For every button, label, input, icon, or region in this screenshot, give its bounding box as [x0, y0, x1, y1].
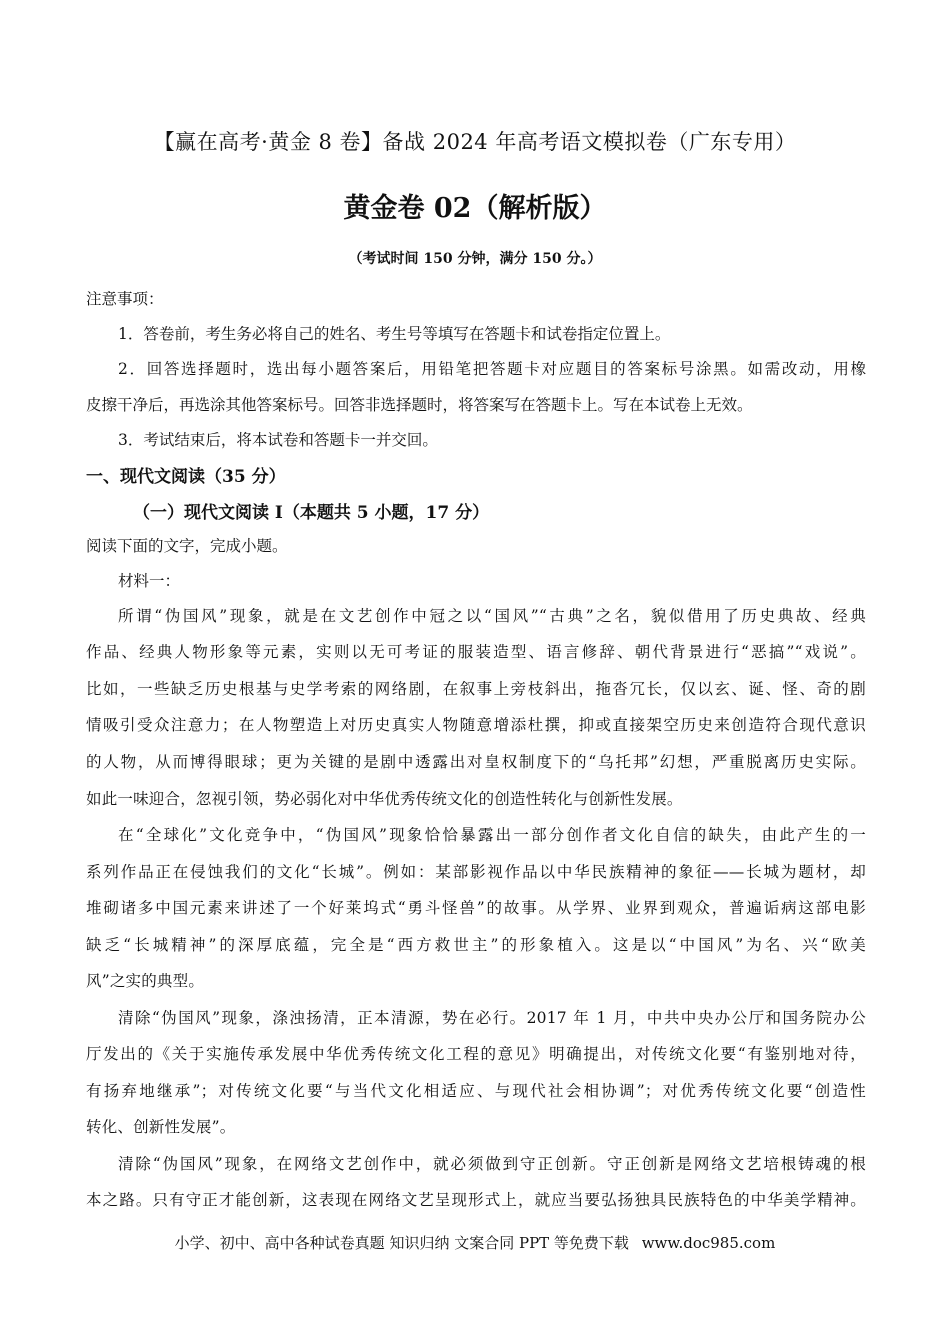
notice-item-1: 1．答卷前，考生务必将自己的姓名、考生号等填写在答题卡和试卷指定位置上。: [118, 325, 671, 343]
reading-instruction: 阅读下面的文字，完成小题。: [86, 537, 288, 555]
paper-title: 黄金卷 02（解析版）: [343, 193, 607, 224]
notice-item-3: 3．考试结束后，将本试卷和答题卡一并交回。: [118, 431, 438, 449]
section-heading: 一、现代文阅读（35 分）: [86, 467, 286, 487]
passage-line: 清除“伪国风”现象，涤浊扬清，正本清源，势在必行。2017 年 1 月，中共中央办公厅和国务院办公: [118, 1009, 866, 1027]
notice-heading: 注意事项：: [86, 290, 164, 308]
notice-item-2-line-2: 皮擦干净后，再选涂其他答案标号。回答非选择题时，将答案写在答题卡上。写在本试卷上无效。: [86, 396, 753, 414]
passage-line: 的人物，从而博得眼球；更为关键的是剧中透露出对皇权制度下的“乌托邦”幻想，严重脱离历史实际。: [86, 753, 866, 771]
exam-time-info: （考试时间 150 分钟，满分 150 分。）: [348, 251, 602, 267]
page-footer: [0, 1232, 950, 1253]
passage-line: 作品、经典人物形象等元素，实则以无可考证的服装造型、语言修辞、朝代背景进行“恶搞”“戏说”。: [86, 643, 866, 661]
passage-line: 在“全球化”文化竞争中，“伪国风”现象恰恰暴露出一部分创作者文化自信的缺失，由此产生的一: [118, 826, 866, 844]
exam-series-title: 【赢在高考·黄金 8 卷】备战 2024 年高考语文模拟卷（广东专用）: [153, 130, 797, 154]
passage-line: 风”之实的典型。: [86, 972, 205, 990]
subsection-heading: （一）现代文阅读 I（本题共 5 小题，17 分）: [133, 503, 490, 523]
material-label: 材料一：: [118, 572, 181, 590]
passage-line: 所谓“伪国风”现象，就是在文艺创作中冠之以“国风”“古典”之名，貌似借用了历史典故、经典: [118, 607, 866, 625]
footer-url[interactable]: www.doc985.com: [641, 1234, 776, 1252]
passage-line: 情吸引受众注意力；在人物塑造上对历史真实人物随意增添杜撰，抑或直接架空历史来创造符合现代意识: [86, 716, 866, 734]
passage-line: 堆砌诸多中国元素来讲述了一个好莱坞式“勇斗怪兽”的故事。从学界、业界到观众，普遍诟病这部电影: [86, 899, 866, 917]
passage-line: 厅发出的《关于实施传承发展中华优秀传统文化工程的意见》明确提出，对传统文化要“有鉴别地对待，: [86, 1045, 866, 1063]
passage-line: 系列作品正在侵蚀我们的文化“长城”。例如：某部影视作品以中华民族精神的象征——长城为题材，却: [86, 863, 866, 881]
footer-text: 小学、初中、高中各种试卷真题 知识归纳 文案合同 PPT 等免费下载: [174, 1234, 629, 1252]
notice-item-2-line-1: 2．回答选择题时，选出每小题答案后，用铅笔把答题卡对应题目的答案标号涂黑。如需改动，用橡: [118, 360, 866, 378]
passage-line: 缺乏“长城精神”的深厚底蕴，完全是“西方救世主”的形象植入。这是以“中国风”为名、兴“欧美: [86, 936, 866, 954]
passage-line: 比如，一些缺乏历史根基与史学考索的网络剧，在叙事上旁枝斜出，拖沓冗长，仅以玄、诞、怪、奇的剧: [86, 680, 866, 698]
passage-line: 有扬弃地继承”；对传统文化要“与当代文化相适应、与现代社会相协调”；对优秀传统文化要“创造性: [86, 1082, 866, 1100]
passage-line: 如此一味迎合，忽视引领，势必弱化对中华优秀传统文化的创造性转化与创新性发展。: [86, 790, 683, 808]
passage-line: 清除“伪国风”现象，在网络文艺创作中，就必须做到守正创新。守正创新是网络文艺培根铸魂的根: [118, 1155, 866, 1173]
passage-line: 转化、创新性发展”。: [86, 1118, 236, 1136]
passage-line: 本之路。只有守正才能创新，这表现在网络文艺呈现形式上，就应当要弘扬独具民族特色的中华美学精神。: [86, 1191, 866, 1209]
